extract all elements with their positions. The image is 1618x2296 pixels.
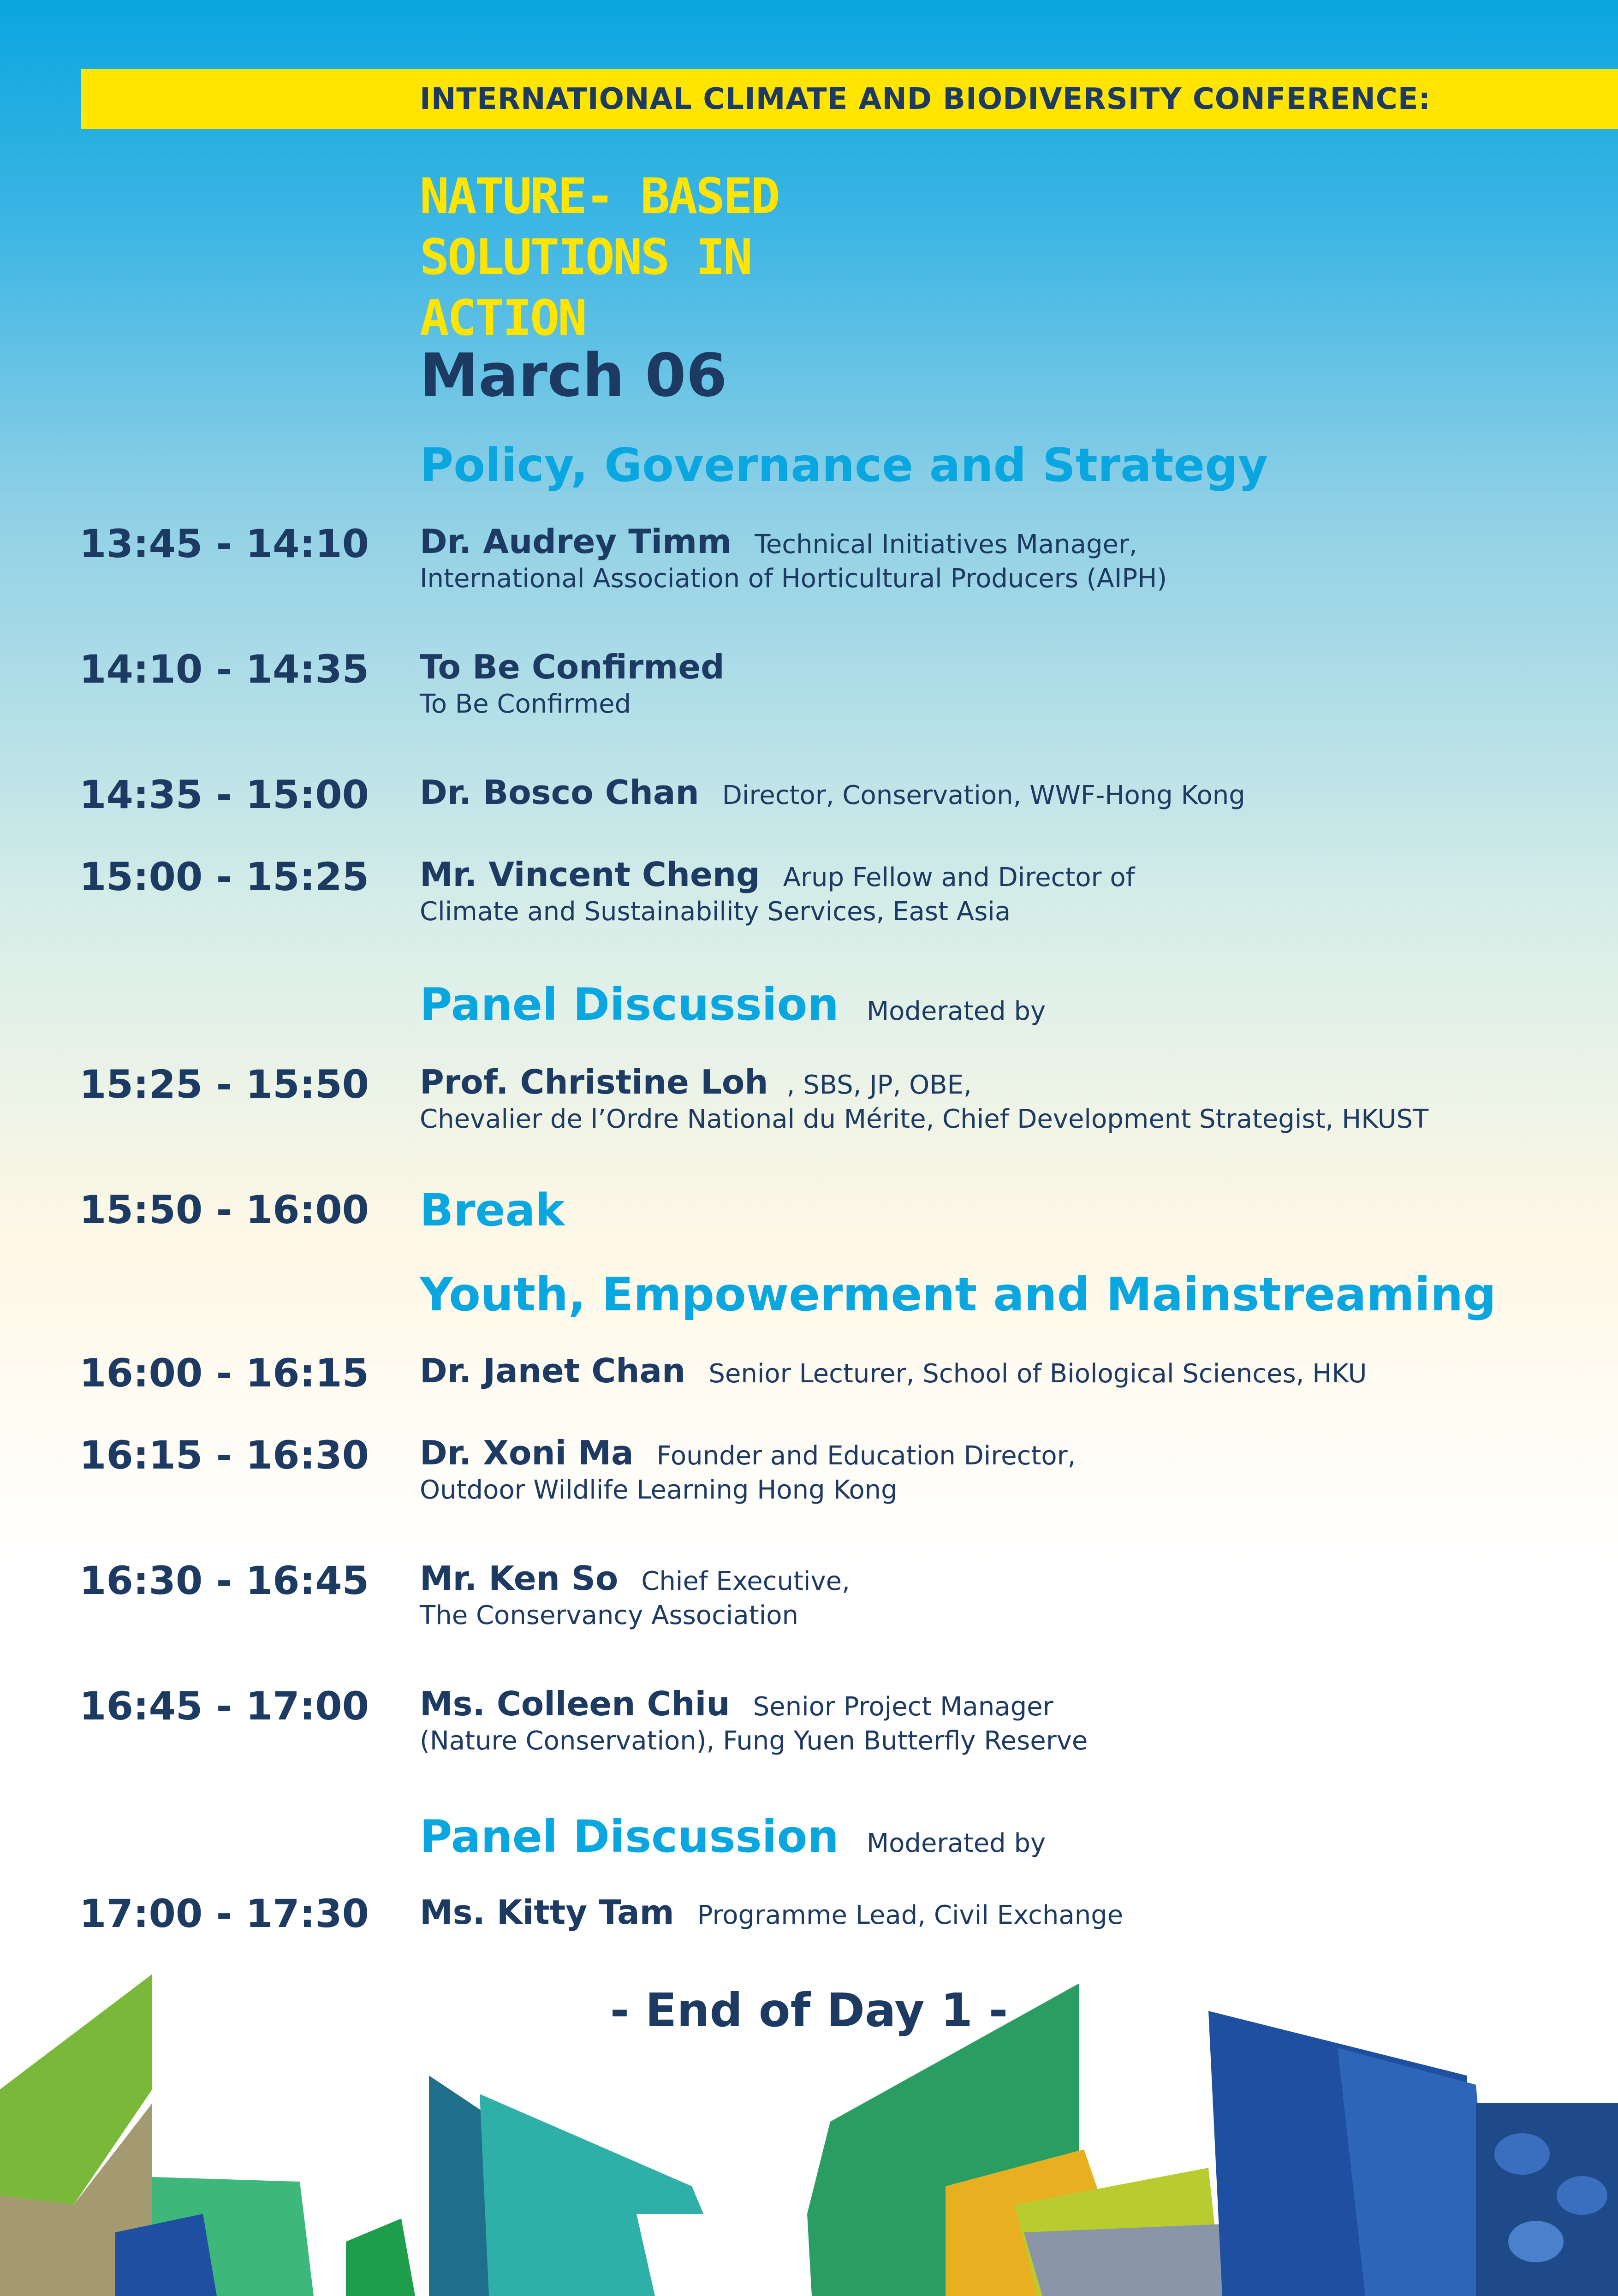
break-label: Break [420, 1184, 565, 1236]
schedule-time: 16:00 - 16:15 [79, 1350, 369, 1396]
speaker-role: Technical Initiatives Manager, [755, 529, 1137, 559]
deco-shape [1557, 2176, 1607, 2215]
schedule-entry [420, 648, 725, 719]
speaker-affiliation: Climate and Sustainability Services, East Asia [420, 897, 1011, 927]
deco-shape [1338, 2048, 1494, 2296]
speaker-affiliation: To Be Confirmed [420, 689, 631, 719]
speaker-name: Ms. Kitty Tam [420, 1893, 674, 1932]
section-heading-policy: Policy, Governance and Strategy [420, 438, 1268, 492]
panel-discussion-heading [420, 979, 1046, 1030]
schedule-time: 13:45 - 14:10 [79, 521, 369, 566]
speaker-affiliation: Outdoor Wildlife Learning Hong Kong [420, 1475, 898, 1505]
deco-shape [1494, 2133, 1550, 2175]
speaker-affiliation: International Association of Horticultural Producers (AIPH) [420, 564, 1167, 594]
event-date: March 06 [420, 341, 727, 410]
schedule-entry [420, 522, 1167, 594]
theme-line: SOLUTIONS IN [420, 229, 751, 286]
speaker-name: To Be Confirmed [420, 648, 725, 686]
schedule-time: 15:00 - 15:25 [79, 854, 369, 899]
schedule-entry [420, 1063, 1428, 1134]
schedule-entry [420, 1434, 1076, 1505]
schedule-entry [420, 1351, 1367, 1390]
speaker-role: Senior Lecturer, School of Biological Sciences, HKU [708, 1359, 1367, 1389]
speaker-role: Arup Fellow and Director of [783, 862, 1135, 892]
deco-shape [1024, 2223, 1245, 2296]
deco-shape [1508, 2221, 1564, 2262]
speaker-role: Chief Executive, [641, 1566, 850, 1596]
speaker-affiliation: (Nature Conservation), Fung Yuen Butterfly Reserve [420, 1726, 1088, 1756]
speaker-role: Senior Project Manager [753, 1692, 1053, 1722]
schedule-entry [420, 855, 1135, 927]
schedule-entry [420, 1559, 850, 1630]
panel-moderated-by: Moderated by [866, 1828, 1046, 1858]
schedule-entry [420, 1893, 1123, 1932]
schedule-time: 17:00 - 17:30 [79, 1891, 369, 1936]
speaker-role: , SBS, JP, OBE, [786, 1070, 972, 1100]
speaker-name: Dr. Xoni Ma [420, 1434, 634, 1472]
conference-banner [81, 69, 1618, 129]
theme-line: NATURE- BASED [420, 168, 779, 225]
speaker-name: Dr. Janet Chan [420, 1351, 686, 1390]
panel-discussion-heading [420, 1811, 1046, 1862]
schedule-time: 14:35 - 15:00 [79, 772, 369, 817]
schedule-entry [420, 773, 1245, 812]
speaker-affiliation: The Conservancy Association [420, 1600, 798, 1630]
schedule-time: 14:10 - 14:35 [79, 647, 369, 692]
panel-moderated-by: Moderated by [866, 996, 1046, 1026]
speaker-name: Dr. Bosco Chan [420, 773, 699, 812]
section-heading-youth: Youth, Empowerment and Mainstreaming [420, 1267, 1496, 1321]
conference-title: INTERNATIONAL CLIMATE AND BIODIVERSITY CONFERENCE: [420, 82, 1431, 116]
schedule-entry [420, 1684, 1088, 1756]
panel-title: Panel Discussion [420, 1811, 839, 1862]
deco-shape [636, 2214, 812, 2296]
schedule-time: 16:30 - 16:45 [79, 1558, 369, 1603]
speaker-role: Director, Conservation, WWF-Hong Kong [722, 780, 1245, 810]
speaker-role: Programme Lead, Civil Exchange [697, 1900, 1124, 1930]
end-of-day-label: - End of Day 1 - [610, 1983, 1008, 2037]
schedule-time: 16:45 - 17:00 [79, 1683, 369, 1729]
speaker-name: Prof. Christine Loh [420, 1063, 768, 1101]
speaker-affiliation: Chevalier de l’Ordre National du Mérite, Chief Development Strategist, HKUST [420, 1104, 1429, 1134]
speaker-name: Dr. Audrey Timm [420, 522, 732, 561]
panel-title: Panel Discussion [420, 979, 839, 1030]
schedule-time: 16:15 - 16:30 [79, 1433, 369, 1478]
theme-line: ACTION [420, 290, 585, 346]
deco-shape [346, 2219, 415, 2296]
theme-title [420, 166, 927, 349]
speaker-name: Mr. Ken So [420, 1559, 619, 1598]
schedule-time: 15:25 - 15:50 [79, 1062, 369, 1107]
schedule-time: 15:50 - 16:00 [79, 1187, 369, 1232]
speaker-name: Ms. Colleen Chiu [420, 1684, 730, 1723]
speaker-name: Mr. Vincent Cheng [420, 855, 760, 894]
speaker-role: Founder and Education Director, [656, 1441, 1076, 1471]
